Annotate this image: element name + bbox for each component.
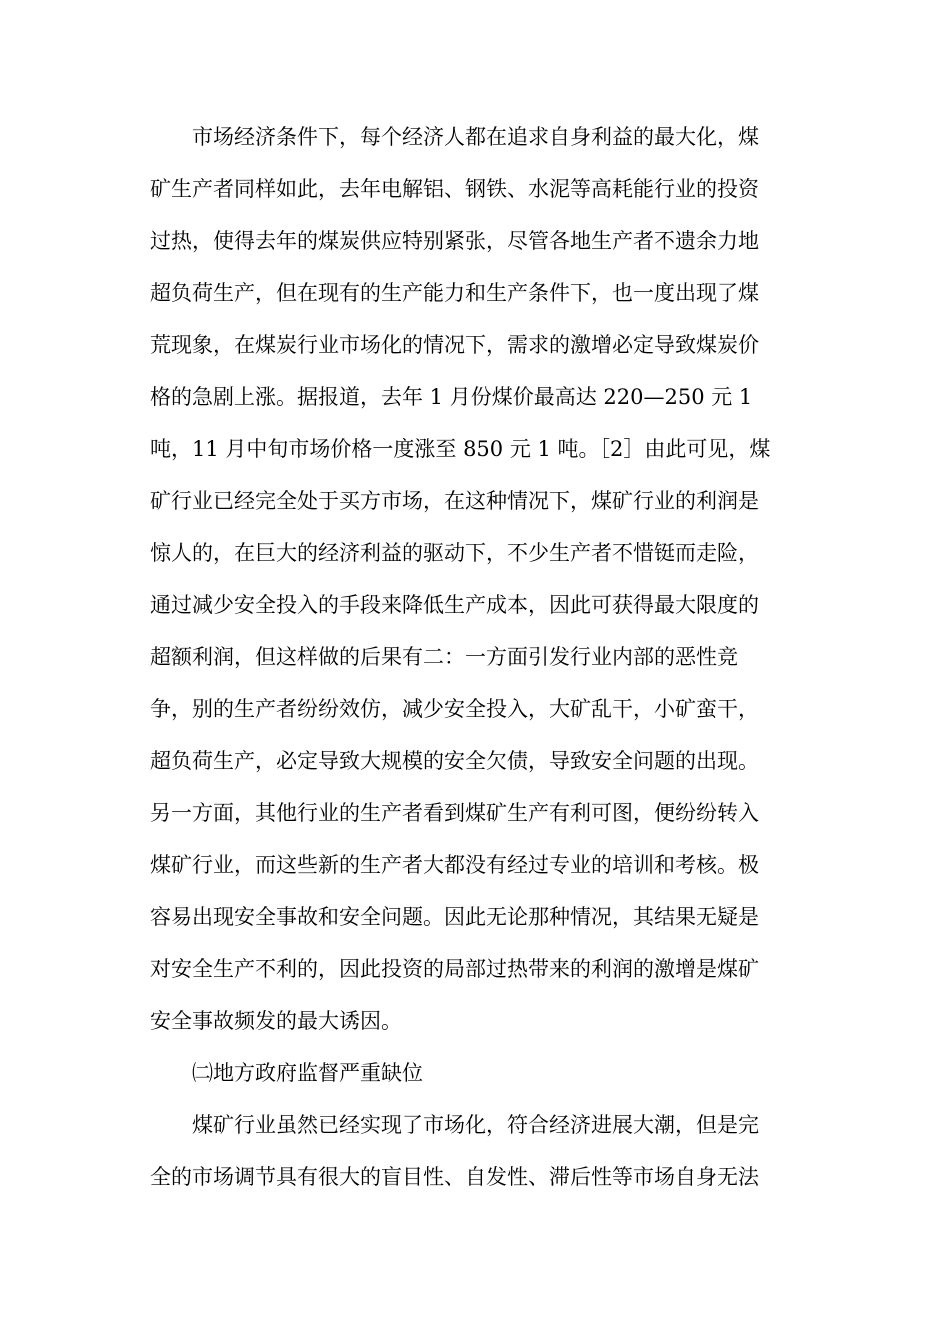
paragraph-1-line-5: 荒现象，在煤炭行业市场化的情况下，需求的激增必定导致煤炭价 — [150, 333, 759, 357]
paragraph-1-line-14: 另一方面，其他行业的生产者看到煤矿生产有利可图，便纷纷转入 — [150, 801, 759, 825]
paragraph-1-line-17: 对安全生产不利的，因此投资的局部过热带来的利润的激增是煤矿 — [150, 957, 759, 981]
paragraph-1-line-8: 矿行业已经完全处于买方市场，在这种情况下，煤矿行业的利润是 — [150, 489, 759, 513]
paragraph-1-line-2: 矿生产者同样如此，去年电解铝、钢铁、水泥等高耗能行业的投资 — [150, 177, 759, 201]
paragraph-1-line-18: 安全事故频发的最大诱因。 — [150, 1009, 402, 1033]
paragraph-1-line-11: 超额利润，但这样做的后果有二：一方面引发行业内部的恶性竞 — [150, 645, 738, 669]
paragraph-1-line-16: 容易出现安全事故和安全问题。因此无论那种情况，其结果无疑是 — [150, 905, 759, 929]
section-heading: ㈡地方政府监督严重缺位 — [192, 1061, 423, 1085]
paragraph-1-line-9: 惊人的，在巨大的经济利益的驱动下，不少生产者不惜铤而走险， — [150, 541, 759, 565]
paragraph-1-line-7: 吨，11 月中旬市场价格一度涨至 850 元 1 吨。［2］由此可见，煤 — [150, 437, 771, 461]
paragraph-1-line-13: 超负荷生产，必定导致大规模的安全欠债，导致安全问题的出现。 — [150, 749, 759, 773]
paragraph-1-line-1: 市场经济条件下，每个经济人都在追求自身利益的最大化，煤 — [192, 125, 759, 149]
paragraph-2-line-2: 全的市场调节具有很大的盲目性、自发性、滞后性等市场自身无法 — [150, 1165, 759, 1189]
paragraph-1-line-15: 煤矿行业，而这些新的生产者大都没有经过专业的培训和考核。极 — [150, 853, 759, 877]
paragraph-2-line-1: 煤矿行业虽然已经实现了市场化，符合经济进展大潮，但是完 — [192, 1113, 759, 1137]
paragraph-1-line-3: 过热，使得去年的煤炭供应特别紧张，尽管各地生产者不遗余力地 — [150, 229, 759, 253]
paragraph-1-line-12: 争，别的生产者纷纷效仿，减少安全投入，大矿乱干，小矿蛮干， — [150, 697, 759, 721]
paragraph-1-line-4: 超负荷生产，但在现有的生产能力和生产条件下，也一度出现了煤 — [150, 281, 759, 305]
paragraph-1-line-10: 通过减少安全投入的手段来降低生产成本，因此可获得最大限度的 — [150, 593, 759, 617]
paragraph-1-line-6: 格的急剧上涨。据报道，去年 1 月份煤价最高达 220—250 元 1 — [150, 385, 753, 409]
